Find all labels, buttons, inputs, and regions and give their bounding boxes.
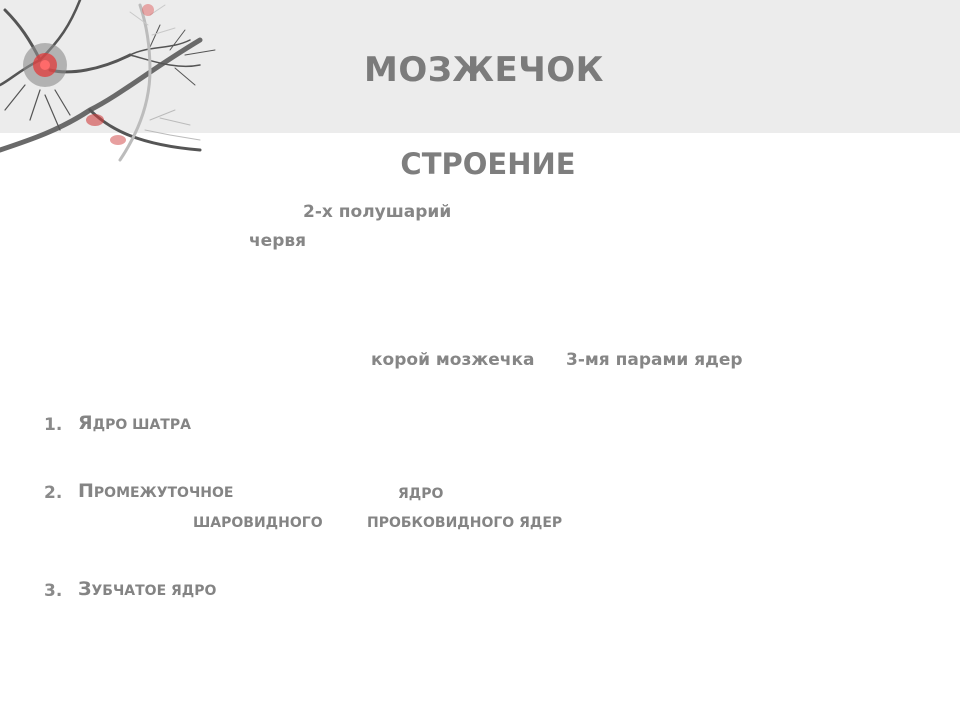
item-initial: З — [78, 578, 92, 600]
item-text: РОМЕЖУТОЧНОЕ — [93, 485, 234, 501]
slide-title: МОЗЖЕЧОК — [364, 50, 604, 90]
cortex-text: корой мозжечка — [371, 350, 535, 370]
item-text: УБЧАТОЕ ЯДРО — [91, 583, 217, 599]
list-item-intermediate — [78, 480, 233, 502]
slide-subtitle: СТРОЕНИЕ — [400, 147, 576, 181]
nuclei-pairs-text: 3-мя парами ядер — [566, 350, 743, 370]
emboliform-text: ПРОБКОВИДНОГО ЯДЕР — [367, 515, 563, 531]
item-initial: Я — [78, 412, 93, 434]
list-number: 3. — [44, 581, 63, 601]
hemispheres-text: 2-х полушарий — [303, 202, 452, 222]
vermis-text: червя — [249, 231, 307, 251]
item-initial: П — [78, 480, 94, 502]
list-item-dentate — [78, 578, 216, 600]
item-tail: ЯДРО — [398, 486, 444, 502]
globose-text: ШАРОВИДНОГО — [193, 515, 323, 531]
list-number: 1. — [44, 415, 63, 435]
item-text: ДРО ШАТРА — [92, 417, 191, 433]
list-item-fastigial — [78, 412, 191, 434]
list-number: 2. — [44, 483, 63, 503]
